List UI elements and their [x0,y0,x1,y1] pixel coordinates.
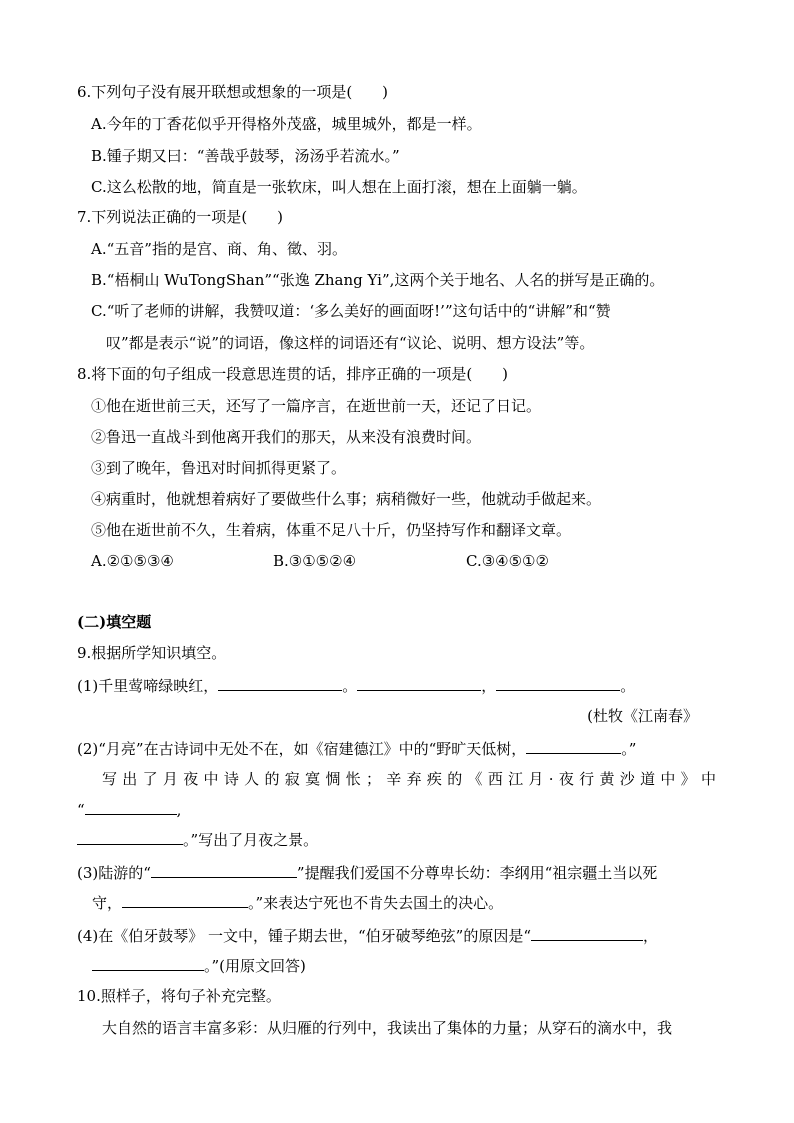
q7-option-a: A.“五音”指的是宫、商、角、徵、羽。 [91,240,347,258]
q9-part3-text: (3)陆游的“ [77,864,151,882]
answer-blank[interactable] [531,925,643,941]
answer-blank[interactable] [85,799,177,815]
q9-part4-line2 [92,955,306,976]
q8-sentence-2: ②鲁迅一直战斗到他离开我们的那天，从来没有浪费时间。 [91,428,482,446]
q8-sentence-3: ③到了晚年，鲁迅对时间抓得更紧了。 [91,459,347,477]
q9-part4-punct: ， [643,927,659,945]
q9-part2-line2: 写出了月夜中诗人的寂寞惆怅；辛弃疾的《西江月·夜行黄沙道中》中 [102,770,716,788]
q8-sentence-5: ⑤他在逝世前不久，生着病，体重不足八十斤，仍坚持写作和翻译文章。 [91,521,572,539]
q6-option-c: C.这么松散的地，简直是一张软床，叫人想在上面打滚，想在上面躺一躺。 [91,178,587,196]
q9-part2-line3 [77,799,181,820]
q9-part3-text: 守， [92,894,123,912]
q9-part1-punct: 。 [342,677,358,695]
q6-option-b: B.锺子期又曰：“善哉乎鼓琴，汤汤乎若流水。” [91,147,400,165]
q9-part2-punct: 。” [621,740,637,758]
answer-blank[interactable] [496,675,620,691]
q8-stem: 8.将下面的句子组成一段意思连贯的话，排序正确的一项是( ) [77,365,509,383]
q6-stem: 6.下列句子没有展开联想或想象的一项是( ) [77,83,389,101]
answer-blank[interactable] [122,892,248,908]
answer-blank[interactable] [151,862,297,878]
q9-part2-line1 [77,738,636,759]
q9-part2-punct: “ [77,801,85,819]
q9-stem: 9.根据所学知识填空。 [77,644,227,662]
q8-sentence-4: ④病重时，他就想着病好了要做些什么事；病稍微好一些，他就动手做起来。 [91,490,602,508]
q8-option-a: A.②①⑤③④ [91,552,174,570]
q9-part4-text: (4)在《伯牙鼓琴》 一文中，锺子期去世，“伯牙破琴绝弦”的原因是“ [77,927,532,945]
q10-line1: 大自然的语言丰富多彩：从归雁的行列中，我读出了集体的力量；从穿石的滴水中，我 [102,1019,673,1037]
q9-part2-punct: , [176,801,182,819]
q9-part2-text-end: 。”写出了月夜之景。 [183,831,319,849]
q8-sentence-1: ①他在逝世前三天，还写了一篇序言，在逝世前一天，还记了日记。 [91,397,542,415]
answer-blank[interactable] [526,738,621,754]
q10-stem: 10.照样子，将句子补充完整。 [77,987,281,1005]
q8-option-b: B.③①⑤②④ [273,552,357,570]
q9-part2-line4 [77,829,318,850]
answer-blank[interactable] [218,675,342,691]
q7-stem: 7.下列说法正确的一项是( ) [77,208,284,226]
q9-part2-text: (2)“月亮”在古诗词中无处不在，如《宿建德江》中的“野旷天低树， [77,740,527,758]
q9-part3-text: 。”来表达宁死也不肯失去国土的决心。 [248,894,504,912]
q9-part1-punct: 。 [620,677,636,695]
q9-part1-punct: ， [481,677,497,695]
q9-part1-text: (1)千里莺啼绿映红， [77,677,219,695]
answer-blank[interactable] [77,829,183,845]
q9-part3-line1 [77,862,657,883]
q7-option-c-line2: 叹”都是表示“说”的词语，像这样的词语还有“议论、说明、想方设法”等。 [106,334,595,352]
section-title-fill-in: (二)填空题 [77,613,152,631]
q9-part4-text: 。”(用原文回答) [204,957,306,975]
q6-option-a: A.今年的丁香花似乎开得格外茂盛，城里城外，都是一样。 [91,115,482,133]
q9-part1-source: (杜牧《江南春》 [587,707,698,725]
q9-part4-line1 [77,925,658,946]
q8-option-c: C.③④⑤①② [466,552,549,570]
q9-part3-line2 [92,892,503,913]
q7-option-b: B.“梧桐山 WuTongShan”“张逸 Zhang Yi”,这两个关于地名、人名的拼写是正确的。 [91,271,665,289]
q7-option-c-line1: C.“听了老师的讲解，我赞叹道：‘多么美好的画面呀!’”这句话中的“讲解”和“赞 [91,302,611,320]
q9-part1 [77,675,635,696]
q9-part3-text: ”提醒我们爱国不分尊卑长幼：李纲用“祖宗疆土当以死 [296,864,658,882]
answer-blank[interactable] [357,675,481,691]
answer-blank[interactable] [92,955,204,971]
